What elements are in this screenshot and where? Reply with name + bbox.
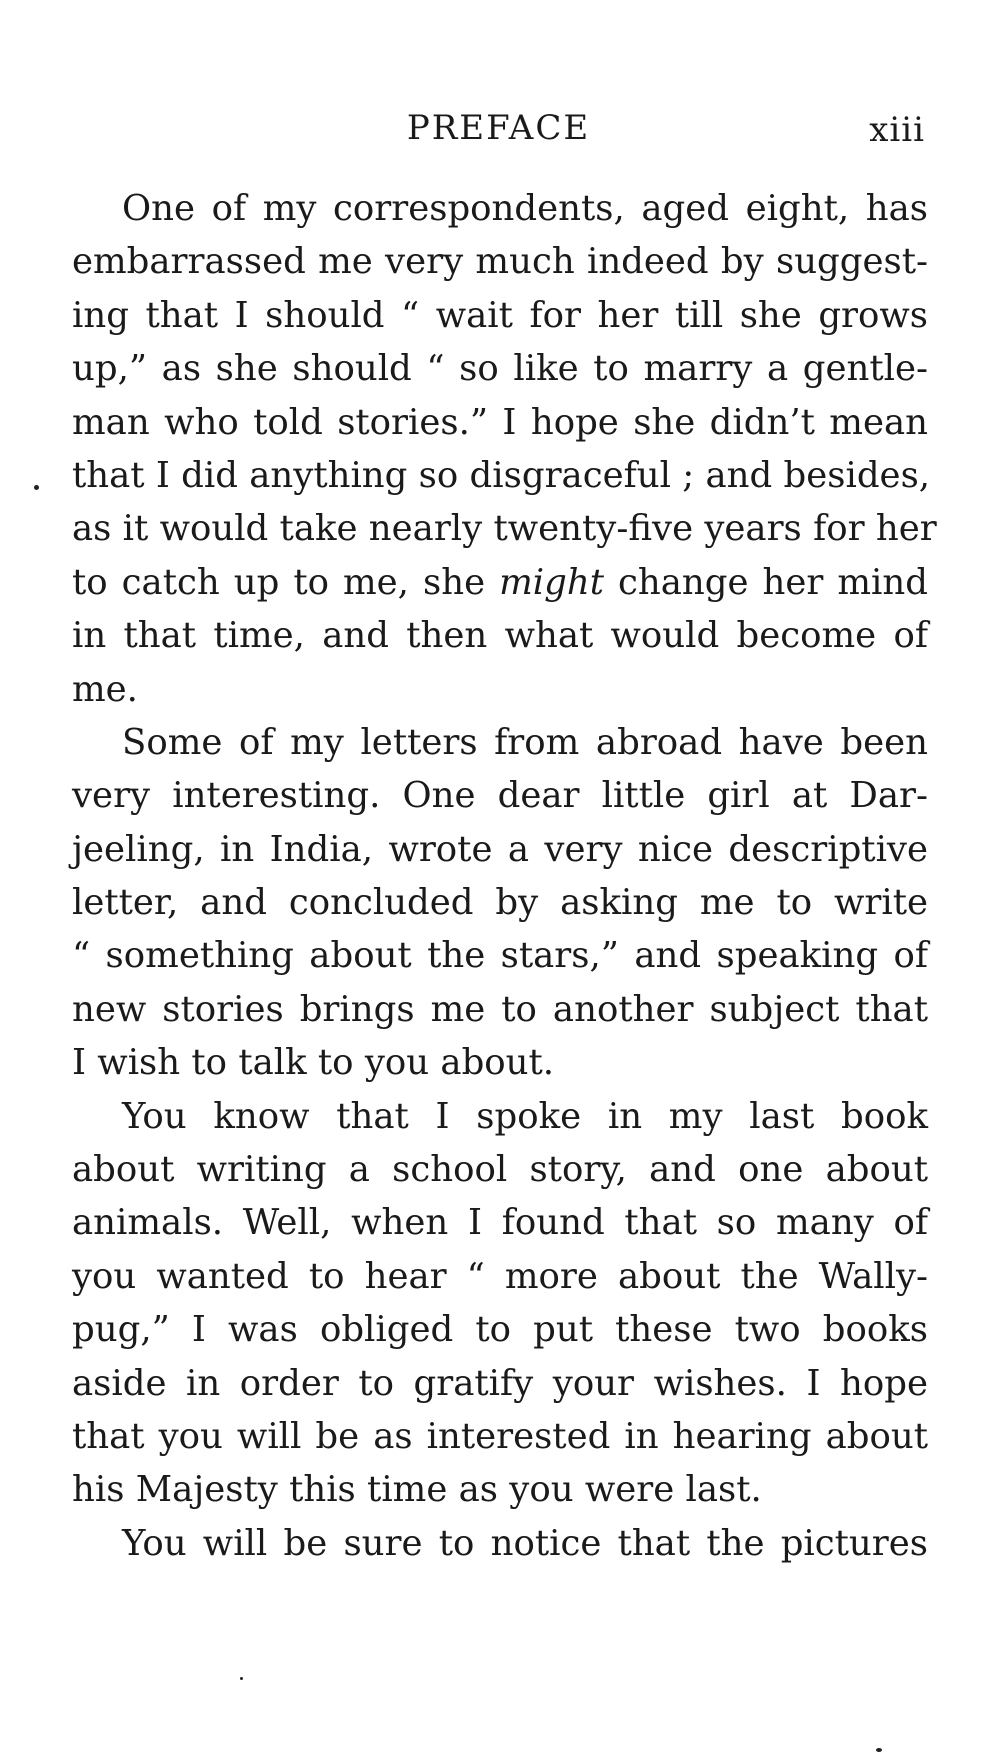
running-head: [0, 108, 997, 158]
text-line: that you will be as interested in hearing about: [72, 1415, 928, 1457]
text-line: man who told stories.” I hope she didn’t mean: [72, 401, 928, 443]
scan-speck: [34, 485, 39, 490]
text-line: me.: [72, 668, 138, 710]
text-line: pug,” I was obliged to put these two books: [72, 1309, 928, 1351]
text-line: You know that I spoke in my last book: [122, 1095, 928, 1137]
body-text: [72, 182, 937, 1570]
text-line: aside in order to gratify your wishes. I hope: [72, 1362, 928, 1404]
text-line: You will be sure to notice that the pictures: [122, 1522, 928, 1564]
scan-speck: [876, 1748, 882, 1752]
text-line: “ something about the stars,” and speaking of: [72, 935, 928, 977]
text-line: One of my correspondents, aged eight, has: [122, 188, 928, 229]
text-line: letter, and concluded by asking me to write: [72, 882, 928, 924]
text-line: that I did anything so disgraceful ; and besides,: [72, 454, 931, 496]
text-line: his Majesty this time as you were last.: [72, 1469, 762, 1511]
text-line: very interesting. One dear little girl at Dar-: [72, 775, 928, 817]
scan-speck: [240, 1677, 243, 1680]
text-run: change her mind: [603, 561, 928, 603]
text-line: Some of my letters from abroad have been: [122, 721, 928, 763]
text-line: new stories brings me to another subject that: [72, 988, 928, 1030]
text-line: as it would take nearly twenty-five years for her: [72, 508, 937, 550]
text-line: [72, 556, 928, 609]
text-line: animals. Well, when I found that so many of: [72, 1202, 928, 1244]
text-line: jeeling, in India, wrote a very nice descriptive: [72, 828, 928, 870]
text-run: to catch up to me, she: [72, 561, 500, 603]
page-number: xiii: [869, 110, 925, 150]
text-line: about writing a school story, and one about: [72, 1149, 928, 1191]
text-line: in that time, and then what would become of: [72, 615, 928, 657]
text-line: you wanted to hear “ more about the Wally-: [72, 1255, 928, 1297]
running-title: PREFACE: [406, 108, 591, 148]
emphasized-word: might: [499, 561, 604, 603]
text-line: up,” as she should “ so like to marry a gentle-: [72, 348, 928, 390]
text-line: ing that I should “ wait for her till she grows: [72, 294, 928, 336]
text-line: I wish to talk to you about.: [72, 1042, 555, 1084]
text-line: embarrassed me very much indeed by suggest-: [72, 241, 928, 283]
